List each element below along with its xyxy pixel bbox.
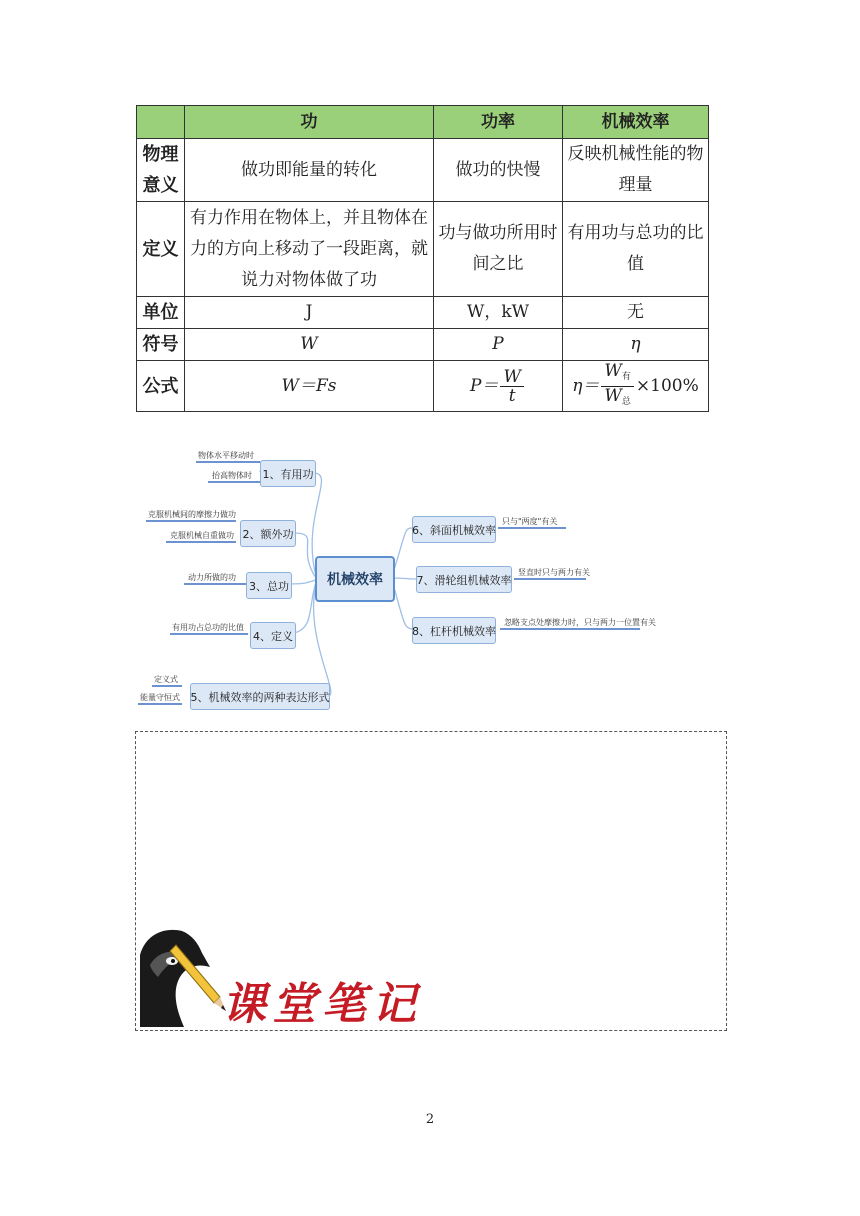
denominator-subscript: 总 — [621, 396, 631, 407]
formula-tail: ×100% — [635, 375, 699, 396]
fraction-numerator: W — [500, 368, 523, 387]
mindmap-leaf: 克服机械自重做功 — [170, 531, 234, 540]
mindmap-leaf: 能量守恒式 — [140, 693, 180, 702]
comparison-table — [136, 105, 709, 412]
numerator-subscript: 有 — [621, 371, 631, 382]
table-cell: 有力作用在物体上，并且物体在力的方向上移动了一段距离，就说力对物体做了功 — [185, 202, 434, 297]
mind-map — [136, 438, 656, 718]
mindmap-leaf: 动力所做的功 — [188, 573, 236, 582]
fraction-numerator — [601, 362, 634, 387]
table-cell: 有用功与总功的比值 — [563, 202, 709, 297]
table-row — [137, 202, 709, 297]
table-row — [137, 329, 709, 361]
formula-lhs: η＝ — [572, 375, 600, 396]
formula-lhs: P＝ — [470, 375, 499, 396]
mindmap-leaf: 物体水平移动时 — [198, 451, 254, 460]
table-cell: P — [434, 329, 563, 361]
header-work: 功 — [185, 106, 434, 139]
table-header-row — [137, 106, 709, 139]
mindmap-leaf: 有用功占总功的比值 — [172, 623, 244, 632]
fraction-denominator: t — [508, 385, 516, 406]
table-cell: 反映机械性能的物理量 — [563, 139, 709, 202]
table-row — [137, 361, 709, 412]
fraction — [500, 368, 523, 405]
mindmap-leaf: 忽略支点处摩擦力时，只与两力一位置有关 — [504, 618, 656, 627]
table-cell: W — [185, 329, 434, 361]
table-cell: η — [563, 329, 709, 361]
row-label: 单位 — [137, 297, 185, 329]
row-label: 定义 — [137, 202, 185, 297]
table-cell: J — [185, 297, 434, 329]
page-number: 2 — [425, 1112, 435, 1127]
mindmap-node-incline: 6、斜面机械效率 — [412, 516, 496, 543]
mindmap-leaf: 克服机械间的摩擦力做功 — [148, 510, 236, 519]
formula-power — [434, 361, 563, 412]
table-row — [137, 139, 709, 202]
fraction — [601, 362, 634, 411]
row-label: 符号 — [137, 329, 185, 361]
mindmap-center-node: 机械效率 — [315, 556, 395, 602]
mindmap-leaf: 定义式 — [154, 675, 178, 684]
fraction-denominator — [601, 387, 634, 411]
mindmap-node-useful-work: 1、有用功 — [260, 460, 316, 487]
header-power: 功率 — [434, 106, 563, 139]
header-efficiency: 机械效率 — [563, 106, 709, 139]
row-label: 物理意义 — [137, 139, 185, 202]
row-label: 公式 — [137, 361, 185, 412]
table-cell: W，kW — [434, 297, 563, 329]
mindmap-node-lever: 8、杠杆机械效率 — [412, 617, 496, 644]
table-cell: 做功的快慢 — [434, 139, 563, 202]
mindmap-node-extra-work: 2、额外功 — [240, 520, 296, 547]
header-corner — [137, 106, 185, 139]
formula-work: W＝Fs — [185, 361, 434, 412]
table-cell: 做功即能量的转化 — [185, 139, 434, 202]
denominator-symbol: W — [604, 385, 622, 406]
mindmap-leaf: 只与"两度"有关 — [502, 517, 558, 526]
formula-efficiency — [563, 361, 709, 412]
numerator-symbol: W — [604, 360, 622, 381]
mindmap-node-two-forms: 5、机械效率的两种表达形式 — [190, 683, 330, 710]
mindmap-node-pulley: 7、滑轮组机械效率 — [416, 566, 512, 593]
table-cell: 无 — [563, 297, 709, 329]
class-notes-title: 课堂笔记 — [222, 979, 422, 1030]
table-cell: 功与做功所用时间之比 — [434, 202, 563, 297]
mindmap-node-definition: 4、定义 — [250, 622, 296, 649]
table-row — [137, 297, 709, 329]
mindmap-leaf: 抬高物体时 — [212, 471, 252, 480]
mindmap-leaf: 竖直时只与两力有关 — [518, 568, 590, 577]
mindmap-node-total-work: 3、总功 — [246, 572, 292, 599]
